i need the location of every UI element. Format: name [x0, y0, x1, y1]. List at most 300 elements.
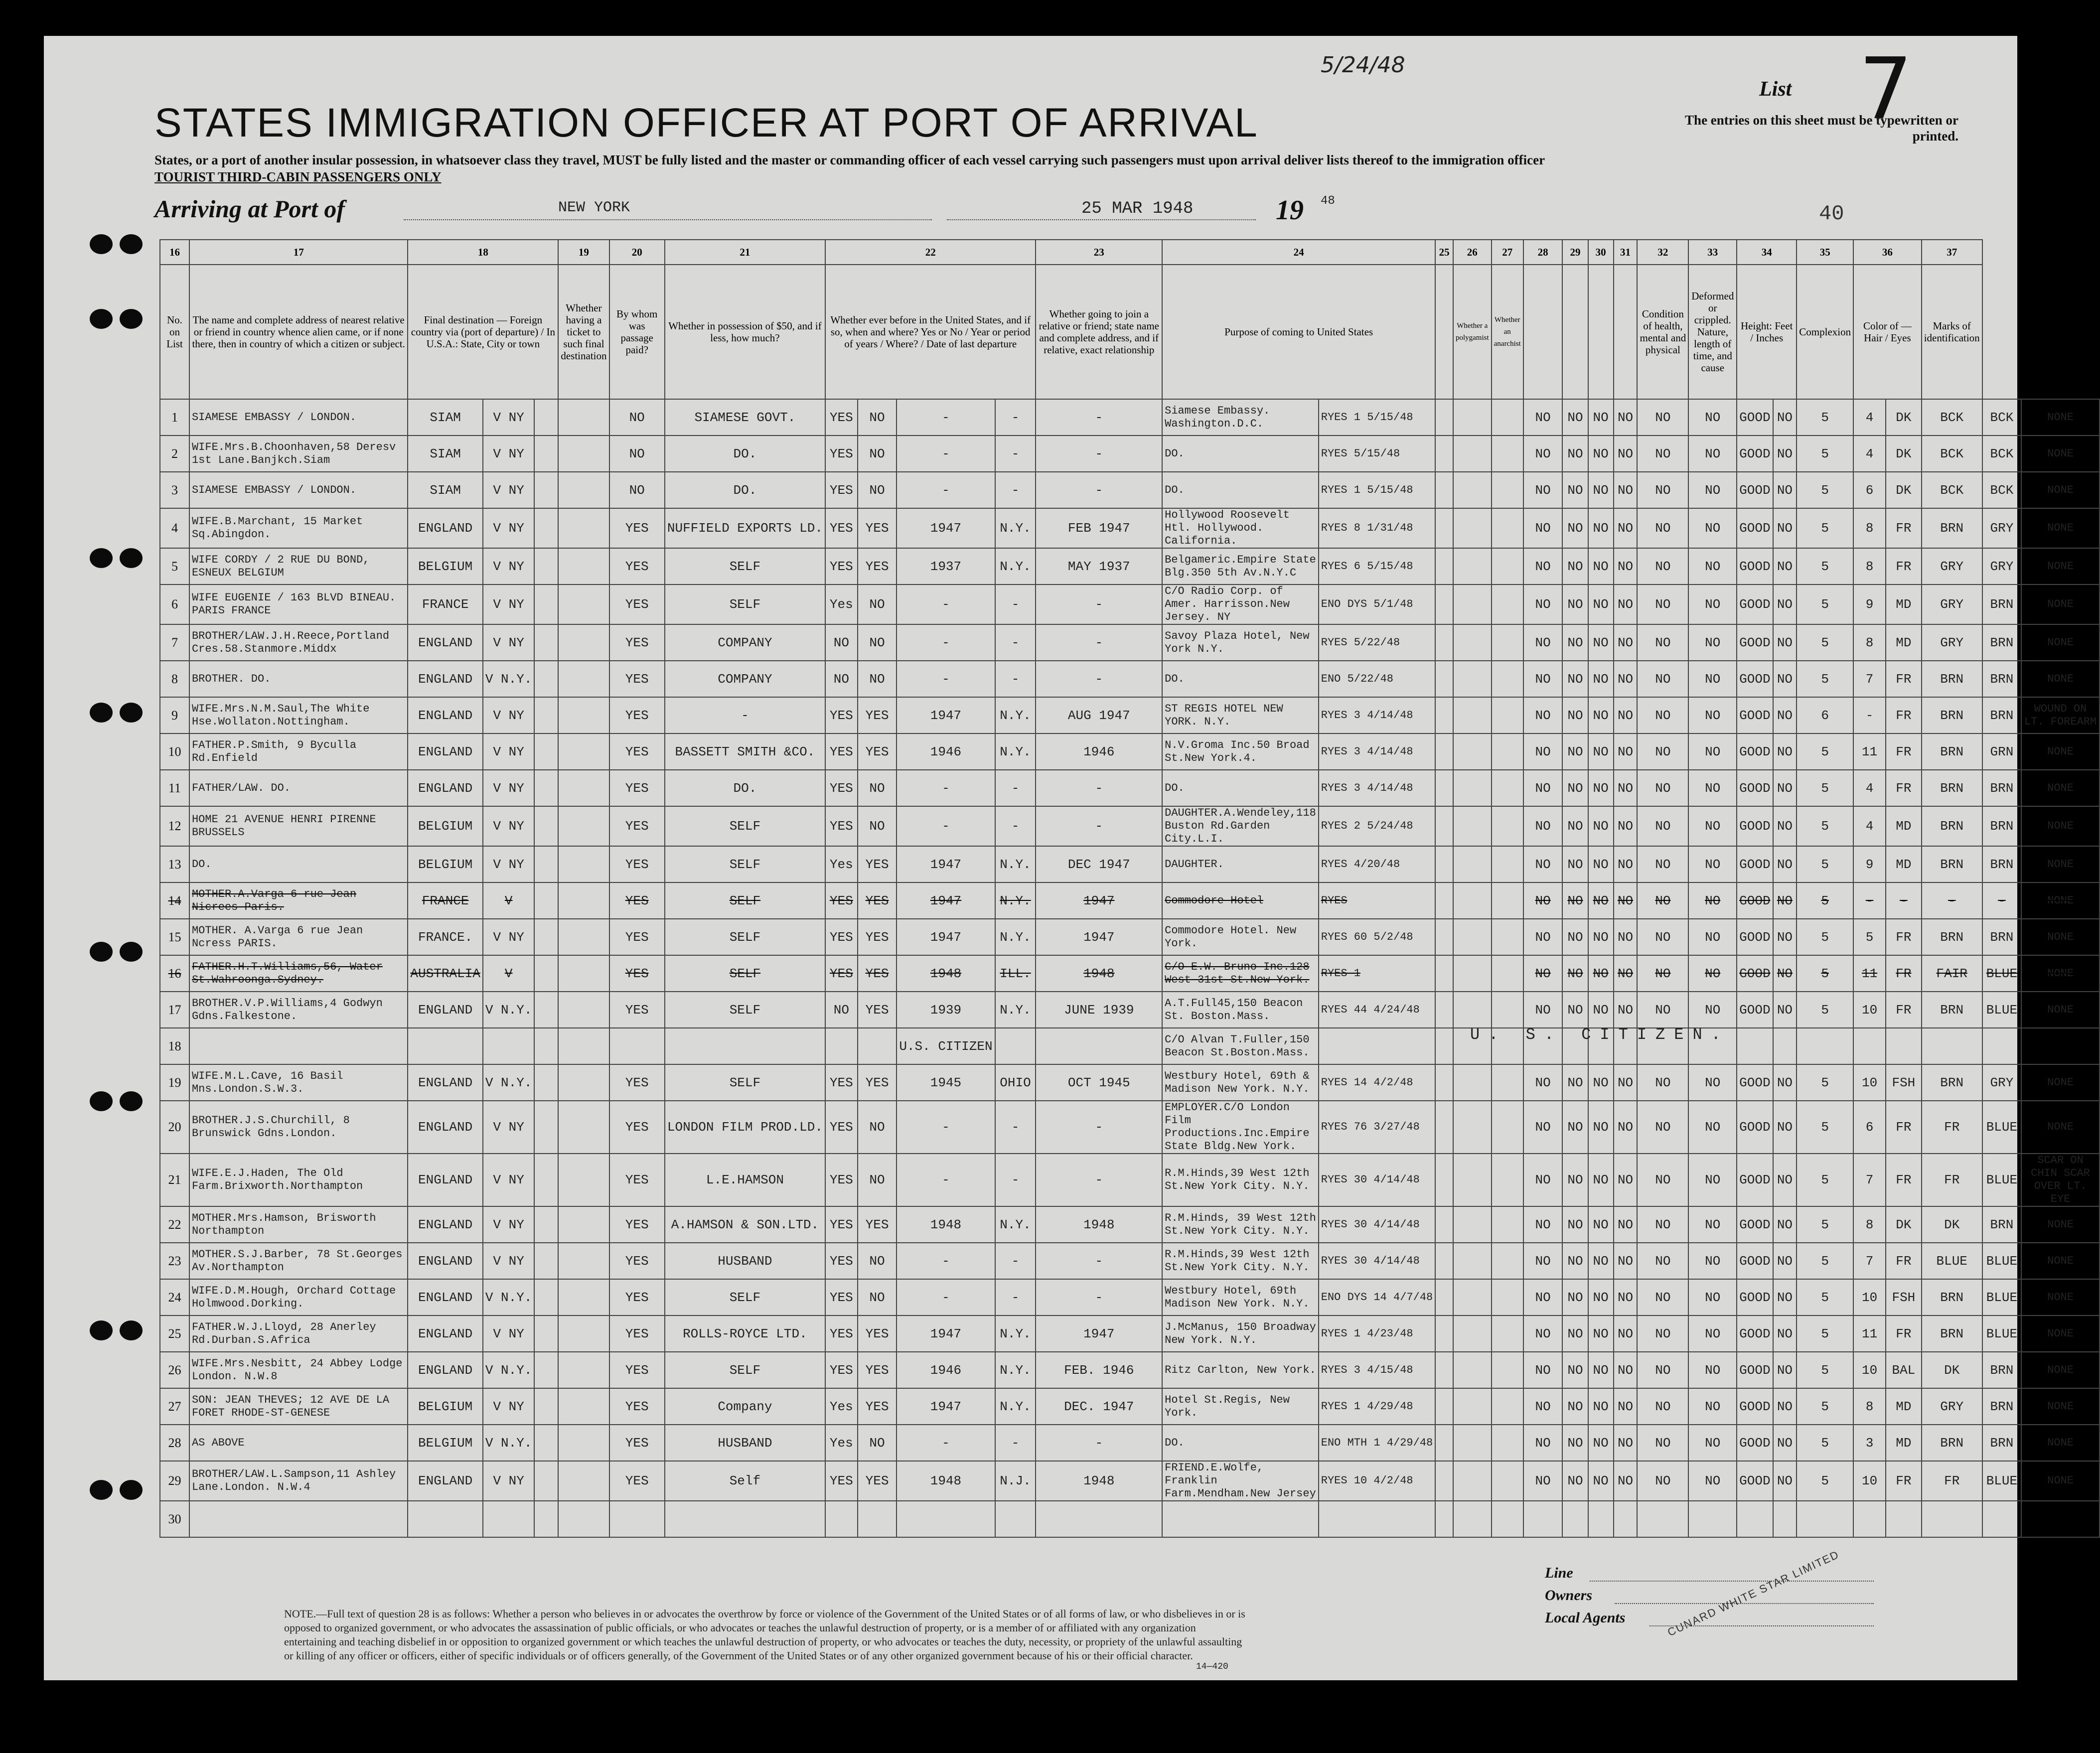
punch-hole — [90, 1091, 113, 1111]
cell-relative: BROTHER/LAW.L.Sampson,11 Ashley Lane.London. N.W.4 — [189, 1461, 408, 1501]
cell-q29: NO — [1614, 508, 1638, 548]
cell-money: YES — [825, 1101, 858, 1154]
cell-anar: NO — [1562, 436, 1588, 472]
table-row — [160, 1206, 2100, 1243]
cell-no: 28 — [160, 1425, 189, 1461]
cell-q28: NO — [1588, 1243, 1614, 1279]
cell-in: 11 — [1853, 955, 1886, 992]
cell-b — [1492, 1154, 1523, 1206]
cell-s — [534, 806, 558, 846]
table-row — [160, 436, 2100, 472]
cell-health: GOOD — [1737, 733, 1773, 770]
cell-hair: BRN — [1922, 733, 1982, 770]
cell-via: V N.Y. — [483, 1064, 535, 1101]
cell-marks: NONE — [2021, 1064, 2100, 1101]
cell-years: 1947 — [897, 1388, 995, 1425]
cell-in: 4 — [1853, 770, 1886, 806]
cell-anar: NO — [1562, 584, 1588, 624]
cell-e — [1453, 548, 1492, 584]
cell-in: 11 — [1853, 733, 1886, 770]
cell-hair: BRN — [1922, 1064, 1982, 1101]
cell-where — [995, 1028, 1036, 1064]
cell-money: NO — [825, 661, 858, 697]
cell-via: V NY — [483, 697, 535, 733]
cell-s — [534, 1206, 558, 1243]
cell-eyes: BLUE — [1982, 1154, 2021, 1206]
cell-q29: NO — [1614, 770, 1638, 806]
punch-hole — [90, 703, 113, 723]
cell-deformed: NO — [1773, 846, 1797, 882]
cell-q28: NO — [1588, 1101, 1614, 1154]
table-row — [160, 508, 2100, 548]
table-row — [160, 1028, 2100, 1064]
cell-no: 25 — [160, 1315, 189, 1352]
cell-q30: NO — [1637, 733, 1688, 770]
cell-marks — [2021, 1501, 2100, 1537]
cell-ticket: YES — [609, 1279, 665, 1315]
cell-s — [534, 955, 558, 992]
cell-before: YES — [858, 508, 897, 548]
cell-no: 29 — [160, 1461, 189, 1501]
cell-q28: NO — [1588, 806, 1614, 846]
cell-no: 22 — [160, 1206, 189, 1243]
cell-relative: WIFE.Mrs.N.M.Saul,The White Hse.Wollaton.Nottingham. — [189, 697, 408, 733]
cell-country: BELGIUM — [408, 548, 482, 584]
cell-eyes: BLUE — [1982, 992, 2021, 1028]
cell-b — [1492, 882, 1523, 919]
cell-relative — [189, 1028, 408, 1064]
cell-q30: NO — [1637, 584, 1688, 624]
column-number: 25 — [1435, 240, 1453, 265]
table-row — [160, 1243, 2100, 1279]
cell-health: GOOD — [1737, 992, 1773, 1028]
cell-ticket: YES — [609, 1101, 665, 1154]
column-header-row — [160, 265, 2100, 399]
cell-ft: 5 — [1797, 1315, 1853, 1352]
cell-no: 18 — [160, 1028, 189, 1064]
cell-years: 1947 — [897, 919, 995, 955]
cell-via: V NY — [483, 584, 535, 624]
cell-years: 1947 — [897, 1315, 995, 1352]
cell-years: 1937 — [897, 548, 995, 584]
column-number: 19 — [558, 240, 609, 265]
cell-health: GOOD — [1737, 1101, 1773, 1154]
cell-eyes: BRN — [1982, 770, 2021, 806]
column-header: Purpose of coming to United States — [1162, 265, 1435, 399]
cell-comp: - — [1886, 882, 1922, 919]
cell-where: N.Y. — [995, 992, 1036, 1028]
cell-q30: NO — [1637, 1388, 1688, 1425]
cell-before: YES — [858, 1388, 897, 1425]
cell-via: V NY — [483, 399, 535, 436]
cell-dep: - — [1036, 472, 1162, 508]
cell-eyes: BRN — [1982, 584, 2021, 624]
cell-c — [558, 1101, 609, 1154]
cell-deformed: NO — [1773, 1064, 1797, 1101]
cell-eyes: BRN — [1982, 1352, 2021, 1388]
table-row — [160, 770, 2100, 806]
cell-q30: NO — [1637, 399, 1688, 436]
cell-via: V NY — [483, 1243, 535, 1279]
cell-via: V NY — [483, 806, 535, 846]
cell-ticket: NO — [609, 399, 665, 436]
cell-paid: Company — [665, 1388, 825, 1425]
cell-b — [1492, 661, 1523, 697]
cell-b — [1492, 697, 1523, 733]
cell-ft: 5 — [1797, 1064, 1853, 1101]
cell-q28: NO — [1588, 548, 1614, 584]
cell-q30: NO — [1637, 1352, 1688, 1388]
cell-health: GOOD — [1737, 919, 1773, 955]
cell-hair: BRN — [1922, 661, 1982, 697]
cell-no: 12 — [160, 806, 189, 846]
cell-comp: MD — [1886, 584, 1922, 624]
cell-q30: NO — [1637, 1101, 1688, 1154]
cell-eyes: BRN — [1982, 1206, 2021, 1243]
cell-marks: NONE — [2021, 846, 2100, 882]
cell-ticket: YES — [609, 1352, 665, 1388]
cell-in: 9 — [1853, 846, 1886, 882]
cell-e — [1453, 806, 1492, 846]
cell-money: Yes — [825, 584, 858, 624]
cell-before: NO — [858, 1243, 897, 1279]
cell-comp: FR — [1886, 1243, 1922, 1279]
cell-years: - — [897, 399, 995, 436]
cell-e — [1453, 1154, 1492, 1206]
cell-deformed: NO — [1773, 1352, 1797, 1388]
cell-before — [858, 1501, 897, 1537]
cell-poly: NO — [1523, 955, 1563, 992]
cell-in: 3 — [1853, 1425, 1886, 1461]
cell-anar: NO — [1562, 846, 1588, 882]
cell-q28: NO — [1588, 1279, 1614, 1315]
cell-q31: NO — [1688, 1243, 1737, 1279]
cell-purpose: RYES 3 4/14/48 — [1319, 733, 1435, 770]
cell-eyes: BRN — [1982, 1425, 2021, 1461]
cell-ft: 5 — [1797, 806, 1853, 846]
year-prefix: 19 — [1276, 195, 1304, 226]
cell-comp: FSH — [1886, 1064, 1922, 1101]
cell-health: GOOD — [1737, 806, 1773, 846]
cell-q29: NO — [1614, 919, 1638, 955]
cell-where: - — [995, 1279, 1036, 1315]
cell-c — [558, 1461, 609, 1501]
cell-q31: NO — [1688, 1206, 1737, 1243]
column-header: Whether ever before in the United States, and if so, when and where? Yes or No / Year or period of years / Where? / Date of last departure — [825, 265, 1036, 399]
cell-relative: SIAMESE EMBASSY / LONDON. — [189, 472, 408, 508]
cell-poly: NO — [1523, 584, 1563, 624]
cell-money: YES — [825, 472, 858, 508]
cell-q30: NO — [1637, 1279, 1688, 1315]
cell-via: V NY — [483, 472, 535, 508]
cell-paid: A.HAMSON & SON.LTD. — [665, 1206, 825, 1243]
cell-ticket: YES — [609, 955, 665, 992]
date-line — [947, 219, 1256, 220]
cell-q31: NO — [1688, 584, 1737, 624]
cell-hair: BRN — [1922, 697, 1982, 733]
cell-country: FRANCE. — [408, 919, 482, 955]
cell-relative: BROTHER. DO. — [189, 661, 408, 697]
cell-q29: NO — [1614, 1101, 1638, 1154]
cell-q29: NO — [1614, 1154, 1638, 1206]
cell-years: 1945 — [897, 1064, 995, 1101]
cell-purpose: RYES 14 4/2/48 — [1319, 1064, 1435, 1101]
cell-comp: FR — [1886, 1101, 1922, 1154]
cell-in: 10 — [1853, 992, 1886, 1028]
cell-b — [1492, 1388, 1523, 1425]
cell-q28: NO — [1588, 697, 1614, 733]
cell-join: N.V.Groma Inc.50 Broad St.New York.4. — [1162, 733, 1319, 770]
agent-stamp: CUNARD WHITE STAR LIMITED — [1665, 1548, 1841, 1639]
cell-poly — [1523, 1501, 1563, 1537]
table-row — [160, 1064, 2100, 1101]
column-number: 20 — [609, 240, 665, 265]
cell-dep: DEC 1947 — [1036, 846, 1162, 882]
cell-e — [1453, 508, 1492, 548]
cell-q31: NO — [1688, 1388, 1737, 1425]
cell-comp: FR — [1886, 992, 1922, 1028]
cell-health: GOOD — [1737, 661, 1773, 697]
cell-country: ENGLAND — [408, 733, 482, 770]
cell-hair: GRY — [1922, 624, 1982, 661]
cell-relative — [189, 1501, 408, 1537]
cell-country: ENGLAND — [408, 508, 482, 548]
cell-ft: 5 — [1797, 955, 1853, 992]
cell-purpose: RYES 76 3/27/48 — [1319, 1101, 1435, 1154]
cell-q31: NO — [1688, 661, 1737, 697]
cell-poly: NO — [1523, 1101, 1563, 1154]
cell-health: GOOD — [1737, 1206, 1773, 1243]
cell-purpose: ENO MTH 1 4/29/48 — [1319, 1425, 1435, 1461]
cell-ft: 5 — [1797, 1154, 1853, 1206]
cell-poly: NO — [1523, 1461, 1563, 1501]
cell-join: Hollywood Roosevelt Htl. Hollywood. California. — [1162, 508, 1319, 548]
cell-dep: - — [1036, 436, 1162, 472]
cell-deformed: NO — [1773, 1243, 1797, 1279]
cell-paid: SELF — [665, 584, 825, 624]
date-value: 25 MAR 1948 — [1081, 199, 1194, 218]
table-row — [160, 584, 2100, 624]
cell-poly: NO — [1523, 1315, 1563, 1352]
cell-money: YES — [825, 882, 858, 919]
cell-e — [1453, 955, 1492, 992]
cell-q29: NO — [1614, 661, 1638, 697]
cell-dep: 1948 — [1036, 955, 1162, 992]
cell-s — [534, 770, 558, 806]
cell-paid: COMPANY — [665, 624, 825, 661]
cell-anar: NO — [1562, 770, 1588, 806]
cell-marks: NONE — [2021, 770, 2100, 806]
cell-b — [1492, 436, 1523, 472]
page-number: 40 — [1819, 202, 1844, 226]
cell-via: V N.Y. — [483, 1279, 535, 1315]
cell-poly: NO — [1523, 733, 1563, 770]
cell-dep: 1947 — [1036, 1315, 1162, 1352]
cell-money: YES — [825, 1461, 858, 1501]
cell-s — [534, 1064, 558, 1101]
cell-dep: 1948 — [1036, 1206, 1162, 1243]
cell-marks — [2021, 1028, 2100, 1064]
cell-deformed: NO — [1773, 733, 1797, 770]
cell-q31: NO — [1688, 624, 1737, 661]
header-subtitle: States, or a port of another insular possession, in whatsoever class they travel, MUST be fully listed and the master or commanding officer of each vessel carrying such passengers must upon arrival deliver lists thereof to the immigration officer — [154, 152, 1545, 167]
cell-hair: BRN — [1922, 1425, 1982, 1461]
cell-no: 16 — [160, 955, 189, 992]
cell-purpose: RYES 30 4/14/48 — [1319, 1206, 1435, 1243]
cell-years: - — [897, 1425, 995, 1461]
cell-where: N.Y. — [995, 733, 1036, 770]
cell-comp: DK — [1886, 472, 1922, 508]
cell-c — [558, 1154, 609, 1206]
cell-dep: - — [1036, 399, 1162, 436]
cell-via: V NY — [483, 436, 535, 472]
cell-country: ENGLAND — [408, 1279, 482, 1315]
cell-dep: - — [1036, 1279, 1162, 1315]
cell-health — [1737, 1501, 1773, 1537]
cell-q28: NO — [1588, 584, 1614, 624]
table-row — [160, 1352, 2100, 1388]
cell-ft — [1797, 1028, 1853, 1064]
cell-ticket — [609, 1028, 665, 1064]
cell-comp: FR — [1886, 508, 1922, 548]
cell-where: - — [995, 1425, 1036, 1461]
cell-d — [1435, 1461, 1453, 1501]
cell-health: GOOD — [1737, 1315, 1773, 1352]
cell-relative: AS ABOVE — [189, 1425, 408, 1461]
cell-purpose: RYES 2 5/24/48 — [1319, 806, 1435, 846]
cell-join: Westbury Hotel, 69th Madison New York. N.Y. — [1162, 1279, 1319, 1315]
cell-before: NO — [858, 1154, 897, 1206]
table-row — [160, 1501, 2100, 1537]
cell-comp: FSH — [1886, 1279, 1922, 1315]
cell-anar: NO — [1562, 919, 1588, 955]
cell-paid: LONDON FILM PROD.LD. — [665, 1101, 825, 1154]
cell-years: 1947 — [897, 846, 995, 882]
cell-ft: 5 — [1797, 882, 1853, 919]
cell-c — [558, 436, 609, 472]
cell-money: YES — [825, 806, 858, 846]
table-row — [160, 1315, 2100, 1352]
column-number: 26 — [1453, 240, 1492, 265]
cell-poly: NO — [1523, 697, 1563, 733]
column-number: 32 — [1637, 240, 1688, 265]
cell-s — [534, 548, 558, 584]
cell-in: 4 — [1853, 806, 1886, 846]
cell-hair: BRN — [1922, 1279, 1982, 1315]
cell-no: 7 — [160, 624, 189, 661]
cell-s — [534, 846, 558, 882]
cell-hair: FR — [1922, 1154, 1982, 1206]
cell-via: V NY — [483, 1461, 535, 1501]
cell-where: N.Y. — [995, 1352, 1036, 1388]
cell-relative: MOTHER.S.J.Barber, 78 St.Georges Av.Northampton — [189, 1243, 408, 1279]
cell-q31: NO — [1688, 436, 1737, 472]
cell-ticket: YES — [609, 548, 665, 584]
class-line: TOURIST THIRD-CABIN PASSENGERS ONLY — [154, 169, 442, 184]
cell-join: Belgameric.Empire State Blg.350 5th Av.N.Y.C — [1162, 548, 1319, 584]
cell-where: N.Y. — [995, 1206, 1036, 1243]
cell-relative: SON: JEAN THEVES; 12 AVE DE LA FORET RHODE-ST-GENESE — [189, 1388, 408, 1425]
cell-via: V — [483, 882, 535, 919]
cell-q30: NO — [1637, 992, 1688, 1028]
cell-eyes: BRN — [1982, 697, 2021, 733]
cell-comp: DK — [1886, 436, 1922, 472]
column-header: By whom was passage paid? — [609, 265, 665, 399]
cell-before: NO — [858, 661, 897, 697]
cell-relative: WIFE.D.M.Hough, Orchard Cottage Holmwood.Dorking. — [189, 1279, 408, 1315]
cell-eyes: GRY — [1982, 508, 2021, 548]
cell-b — [1492, 1243, 1523, 1279]
cell-anar: NO — [1562, 1425, 1588, 1461]
cell-paid: SELF — [665, 882, 825, 919]
punch-hole — [120, 1320, 143, 1340]
cell-no: 13 — [160, 846, 189, 882]
cell-where: N.J. — [995, 1461, 1036, 1501]
cell-q29: NO — [1614, 1388, 1638, 1425]
cell-poly: NO — [1523, 846, 1563, 882]
cell-d — [1435, 846, 1453, 882]
cell-d — [1435, 697, 1453, 733]
cell-q28: NO — [1588, 399, 1614, 436]
cell-in: 8 — [1853, 508, 1886, 548]
cell-e — [1453, 882, 1492, 919]
cell-comp — [1886, 1028, 1922, 1064]
column-header: Height: Feet / Inches — [1737, 265, 1797, 399]
cell-comp: FR — [1886, 733, 1922, 770]
cell-ft: 5 — [1797, 1352, 1853, 1388]
cell-join: DO. — [1162, 661, 1319, 697]
cell-q30: NO — [1637, 806, 1688, 846]
cell-d — [1435, 733, 1453, 770]
cell-dep: - — [1036, 1425, 1162, 1461]
cell-q28: NO — [1588, 1206, 1614, 1243]
cell-money: YES — [825, 508, 858, 548]
cell-q28: NO — [1588, 770, 1614, 806]
cell-purpose: RYES 30 4/14/48 — [1319, 1243, 1435, 1279]
cell-hair: BRN — [1922, 1315, 1982, 1352]
cell-e — [1453, 624, 1492, 661]
table-row — [160, 399, 2100, 436]
cell-eyes: GRY — [1982, 1064, 2021, 1101]
cell-no: 15 — [160, 919, 189, 955]
cell-money: YES — [825, 1206, 858, 1243]
cell-health: GOOD — [1737, 1279, 1773, 1315]
cell-b — [1492, 1425, 1523, 1461]
cell-no: 10 — [160, 733, 189, 770]
cell-b — [1492, 733, 1523, 770]
cell-hair: BRN — [1922, 992, 1982, 1028]
cell-anar: NO — [1562, 548, 1588, 584]
cell-e — [1453, 1101, 1492, 1154]
column-header — [1435, 265, 1453, 399]
cell-before: NO — [858, 436, 897, 472]
column-number: 31 — [1614, 240, 1638, 265]
cell-d — [1435, 1154, 1453, 1206]
cell-q31: NO — [1688, 846, 1737, 882]
cell-where: - — [995, 661, 1036, 697]
cell-b — [1492, 919, 1523, 955]
cell-join: A.T.Full45,150 Beacon St. Boston.Mass. — [1162, 992, 1319, 1028]
cell-country: BELGIUM — [408, 806, 482, 846]
cell-paid: BASSETT SMITH &CO. — [665, 733, 825, 770]
column-header: Whether in possession of $50, and if less, how much? — [665, 265, 825, 399]
cell-marks: NONE — [2021, 806, 2100, 846]
cell-ticket: YES — [609, 1388, 665, 1425]
cell-poly: NO — [1523, 992, 1563, 1028]
cell-marks: NONE — [2021, 1352, 2100, 1388]
cell-ft: 5 — [1797, 1425, 1853, 1461]
cell-e — [1453, 1279, 1492, 1315]
